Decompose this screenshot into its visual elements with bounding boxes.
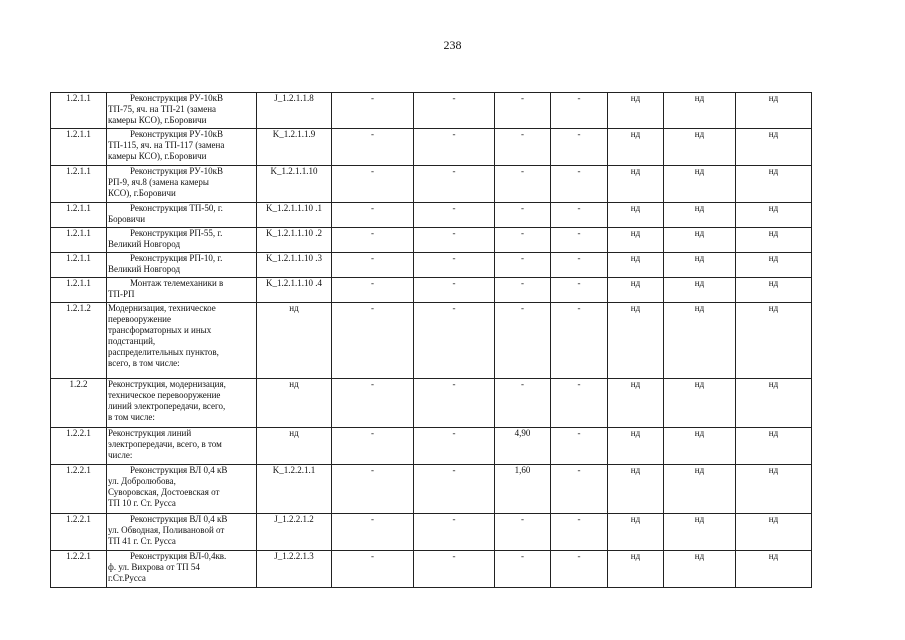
row-name-line: Боровичи <box>108 214 146 224</box>
row-col9: нд <box>608 303 664 379</box>
row-col9: нд <box>608 166 664 203</box>
row-name-line: линий электропередачи, всего, <box>108 401 226 411</box>
row-col10: нд <box>664 514 736 551</box>
row-code: 1.2.1.1 <box>51 203 107 228</box>
row-name <box>107 379 257 428</box>
row-col10: нд <box>664 379 736 428</box>
row-code: 1.2.2.1 <box>51 514 107 551</box>
row-identifier: J_1.2.1.1.8 <box>257 93 332 129</box>
row-code: 1.2.1.1 <box>51 278 107 303</box>
row-col11: нд <box>736 166 812 203</box>
row-col7: - <box>495 93 551 129</box>
row-name-line: электропередачи, всего, в том <box>108 439 222 449</box>
investment-table <box>50 92 812 588</box>
row-col9: нд <box>608 428 664 465</box>
row-col7: - <box>495 379 551 428</box>
row-col11: нд <box>736 228 812 253</box>
row-name <box>107 428 257 465</box>
row-name-line: ул. Обводная, Поливановой от <box>108 525 225 535</box>
row-col7: - <box>495 166 551 203</box>
row-col6: - <box>414 514 495 551</box>
row-name-line: Реконструкция линий <box>108 428 192 438</box>
row-code: 1.2.1.1 <box>51 129 107 166</box>
row-identifier: K_1.2.1.1.10 .3 <box>257 253 332 278</box>
row-name-line: ТП 10 г. Ст. Русса <box>108 498 176 508</box>
row-name <box>107 465 257 514</box>
table-row <box>51 465 812 514</box>
row-name-line: Великий Новгород <box>108 264 181 274</box>
row-col5: - <box>332 303 414 379</box>
row-name-line: ф. ул. Вихрова от ТП 54 <box>108 562 200 572</box>
row-col6: - <box>414 551 495 588</box>
row-name <box>107 228 257 253</box>
row-col11: нд <box>736 514 812 551</box>
row-code: 1.2.2.1 <box>51 465 107 514</box>
row-col6: - <box>414 93 495 129</box>
row-col10: нд <box>664 428 736 465</box>
row-col7: - <box>495 551 551 588</box>
row-code: 1.2.2 <box>51 379 107 428</box>
row-name-line: Великий Новгород <box>108 239 181 249</box>
row-col8: - <box>551 379 608 428</box>
row-col7: - <box>495 203 551 228</box>
row-col6: - <box>414 428 495 465</box>
row-col5: - <box>332 93 414 129</box>
row-col11: нд <box>736 379 812 428</box>
row-col11: нд <box>736 465 812 514</box>
row-col6: - <box>414 465 495 514</box>
row-col6: - <box>414 278 495 303</box>
row-col8: - <box>551 166 608 203</box>
row-col6: - <box>414 379 495 428</box>
row-col6: - <box>414 253 495 278</box>
row-name-line: г.Ст.Русса <box>108 573 146 583</box>
row-col7: 1,60 <box>495 465 551 514</box>
row-name-line: РП-9, яч.8 (замена камеры <box>108 177 209 187</box>
row-name-line: Реконструкция РУ-10кВ <box>130 93 223 103</box>
row-code: 1.2.1.1 <box>51 166 107 203</box>
row-identifier: K_1.2.1.1.10 <box>257 166 332 203</box>
row-col10: нд <box>664 129 736 166</box>
row-col11: нд <box>736 303 812 379</box>
row-name <box>107 278 257 303</box>
row-name-line: Суворовская, Достоевская от <box>108 487 220 497</box>
table-row <box>51 303 812 379</box>
table-row <box>51 428 812 465</box>
row-col7: 4,90 <box>495 428 551 465</box>
row-code: 1.2.1.1 <box>51 253 107 278</box>
row-name-line: Модернизация, техническое <box>108 303 216 313</box>
row-identifier: K_1.2.1.1.10 .4 <box>257 278 332 303</box>
row-col7: - <box>495 228 551 253</box>
row-col11: нд <box>736 203 812 228</box>
row-col5: - <box>332 228 414 253</box>
row-col11: нд <box>736 129 812 166</box>
row-identifier: нд <box>257 428 332 465</box>
table-row <box>51 551 812 588</box>
row-name-line: КСО), г.Боровичи <box>108 188 176 198</box>
row-col5: - <box>332 203 414 228</box>
table-row <box>51 253 812 278</box>
row-col6: - <box>414 203 495 228</box>
row-code: 1.2.1.2 <box>51 303 107 379</box>
row-name-line: ТП-РП <box>108 289 135 299</box>
row-col5: - <box>332 465 414 514</box>
row-col5: - <box>332 428 414 465</box>
row-col8: - <box>551 465 608 514</box>
row-code: 1.2.2.1 <box>51 428 107 465</box>
row-col9: нд <box>608 551 664 588</box>
row-col9: нд <box>608 278 664 303</box>
row-col9: нд <box>608 203 664 228</box>
row-name-line: камеры КСО), г.Боровичи <box>108 151 207 161</box>
row-col11: нд <box>736 253 812 278</box>
row-col5: - <box>332 166 414 203</box>
row-col5: - <box>332 253 414 278</box>
row-name-line: ТП-115, яч. на ТП-117 (замена <box>108 140 225 150</box>
row-name <box>107 551 257 588</box>
row-name-line: Реконструкция РУ-10кВ <box>130 166 223 176</box>
row-name-line: техническое перевооружение <box>108 390 221 400</box>
row-name-line: Реконструкция, модернизация, <box>108 379 226 389</box>
row-col9: нд <box>608 253 664 278</box>
table-row <box>51 228 812 253</box>
row-col5: - <box>332 278 414 303</box>
row-name <box>107 129 257 166</box>
row-name-line: в том числе: <box>108 412 155 422</box>
row-col9: нд <box>608 379 664 428</box>
row-col10: нд <box>664 303 736 379</box>
table-row <box>51 278 812 303</box>
row-identifier: нд <box>257 303 332 379</box>
row-col11: нд <box>736 93 812 129</box>
row-col7: - <box>495 253 551 278</box>
row-col8: - <box>551 514 608 551</box>
row-col10: нд <box>664 551 736 588</box>
row-name-line: Реконструкция ВЛ 0,4 кВ <box>130 514 228 524</box>
row-identifier: J_1.2.2.1.3 <box>257 551 332 588</box>
row-col5: - <box>332 129 414 166</box>
row-name-line: ТП 41 г. Ст. Русса <box>108 536 176 546</box>
row-col6: - <box>414 228 495 253</box>
row-name-line: трансформаторных и иных <box>108 325 212 335</box>
row-col9: нд <box>608 228 664 253</box>
table-row <box>51 379 812 428</box>
row-col6: - <box>414 166 495 203</box>
row-col11: нд <box>736 551 812 588</box>
row-col10: нд <box>664 465 736 514</box>
row-col8: - <box>551 428 608 465</box>
row-code: 1.2.1.1 <box>51 228 107 253</box>
row-col9: нд <box>608 514 664 551</box>
row-name <box>107 93 257 129</box>
row-col8: - <box>551 228 608 253</box>
row-col8: - <box>551 278 608 303</box>
row-col5: - <box>332 551 414 588</box>
row-col8: - <box>551 129 608 166</box>
row-name-line: камеры КСО), г.Боровичи <box>108 115 207 125</box>
row-name <box>107 303 257 379</box>
row-name-line: распределительных пунктов, <box>108 347 219 357</box>
row-name <box>107 253 257 278</box>
row-col8: - <box>551 253 608 278</box>
row-col8: - <box>551 203 608 228</box>
row-col8: - <box>551 93 608 129</box>
row-col10: нд <box>664 228 736 253</box>
row-col7: - <box>495 303 551 379</box>
row-code: 1.2.2.1 <box>51 551 107 588</box>
row-identifier: K_1.2.1.1.10 .2 <box>257 228 332 253</box>
row-col9: нд <box>608 465 664 514</box>
row-col5: - <box>332 514 414 551</box>
row-col9: нд <box>608 93 664 129</box>
page-number: 238 <box>443 38 462 52</box>
row-name <box>107 203 257 228</box>
row-col5: - <box>332 379 414 428</box>
row-name <box>107 166 257 203</box>
row-col7: - <box>495 129 551 166</box>
row-identifier: K_1.2.1.1.10 .1 <box>257 203 332 228</box>
row-col10: нд <box>664 203 736 228</box>
row-name-line: Реконструкция ТП-50, г. <box>130 203 223 213</box>
table-row <box>51 203 812 228</box>
row-name-line: Реконструкция ВЛ 0,4 кВ <box>130 465 228 475</box>
row-name-line: Реконструкция ВЛ-0,4кв. <box>130 551 227 561</box>
row-col10: нд <box>664 166 736 203</box>
row-col10: нд <box>664 278 736 303</box>
row-col8: - <box>551 303 608 379</box>
row-col10: нд <box>664 93 736 129</box>
row-name-line: Реконструкция РП-55, г. <box>130 228 223 238</box>
table-row <box>51 514 812 551</box>
table-row <box>51 129 812 166</box>
row-name-line: подстанций, <box>108 336 156 346</box>
row-name-line: Реконструкция РП-10, г. <box>130 253 223 263</box>
table-row <box>51 166 812 203</box>
row-col7: - <box>495 514 551 551</box>
row-name-line: Монтаж телемеханики в <box>130 278 224 288</box>
row-identifier: K_1.2.1.1.9 <box>257 129 332 166</box>
row-name-line: ТП-75, яч. на ТП-21 (замена <box>108 104 217 114</box>
row-col6: - <box>414 129 495 166</box>
row-col11: нд <box>736 428 812 465</box>
row-name-line: ул. Добролюбова, <box>108 476 176 486</box>
row-identifier: нд <box>257 379 332 428</box>
row-col11: нд <box>736 278 812 303</box>
row-name <box>107 514 257 551</box>
row-identifier: J_1.2.2.1.2 <box>257 514 332 551</box>
row-identifier: K_1.2.2.1.1 <box>257 465 332 514</box>
row-name-line: Реконструкция РУ-10кВ <box>130 129 223 139</box>
row-code: 1.2.1.1 <box>51 93 107 129</box>
row-col7: - <box>495 278 551 303</box>
table-row <box>51 93 812 129</box>
row-col10: нд <box>664 253 736 278</box>
row-col6: - <box>414 303 495 379</box>
row-name-line: числе: <box>108 450 133 460</box>
row-name-line: всего, в том числе: <box>108 358 180 368</box>
row-col9: нд <box>608 129 664 166</box>
row-col8: - <box>551 551 608 588</box>
row-name-line: перевооружение <box>108 314 171 324</box>
